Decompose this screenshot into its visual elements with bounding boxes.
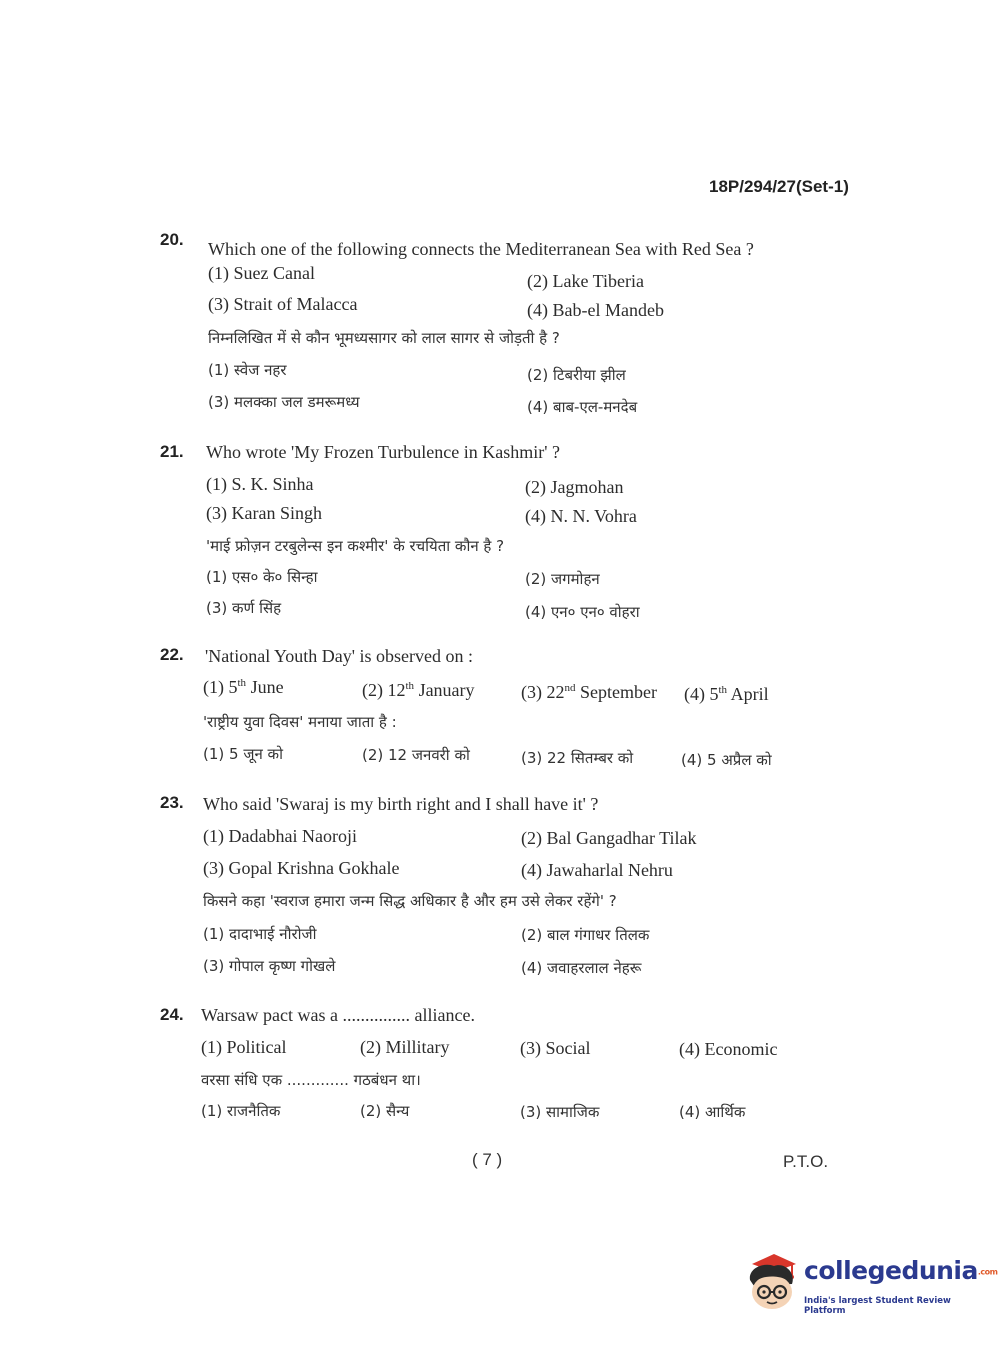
option-1-hi: (1) राजनैतिक bbox=[201, 1102, 281, 1120]
option-3-hi: (3) सामाजिक bbox=[520, 1103, 600, 1121]
option-4-en: (4) Bab-el Mandeb bbox=[527, 300, 664, 320]
option-3-hi: (3) 22 सितम्बर को bbox=[521, 749, 634, 767]
option-4-hi: (4) बाब-एल-मनदेब bbox=[527, 398, 638, 416]
question-number: 23. bbox=[160, 793, 184, 812]
pto-label: P.T.O. bbox=[783, 1152, 829, 1171]
logo-wordmark bbox=[804, 1256, 998, 1285]
option-3-suffix: nd bbox=[564, 682, 576, 694]
option-2-en: (2) Bal Gangadhar Tilak bbox=[521, 828, 697, 848]
question-text-hi: किसने कहा 'स्वराज हमारा जन्म सिद्ध अधिकार है और हम उसे लेकर रहेंगे' ? bbox=[203, 892, 617, 910]
option-1-hi: (1) दादाभाई नौरोजी bbox=[203, 925, 317, 943]
option-3-value: (3) 22 bbox=[521, 682, 565, 702]
question-text-hi: 'माई फ्रोज़न टरबुलेन्स इन कश्मीर' के रचयिता कौन है ? bbox=[206, 537, 505, 555]
option-2-en: (2) Millitary bbox=[360, 1037, 450, 1057]
option-3-en: (3) Karan Singh bbox=[206, 503, 322, 523]
option-2-hi: (2) बाल गंगाधर तिलक bbox=[521, 926, 650, 944]
option-2-hi: (2) सैन्य bbox=[360, 1102, 410, 1120]
option-1-suffix: th bbox=[237, 677, 247, 689]
question-text-en: Who said 'Swaraj is my birth right and I shall have it' ? bbox=[203, 794, 599, 814]
paper-code: 18P/294/27(Set-1) bbox=[709, 177, 849, 196]
option-2-hi: (2) 12 जनवरी को bbox=[362, 746, 470, 764]
option-3-hi: (3) मलक्का जल डमरूमध्य bbox=[208, 393, 360, 411]
option-4-en bbox=[684, 684, 769, 705]
option-4-hi: (4) एन० एन० वोहरा bbox=[525, 603, 640, 621]
page-number: ( 7 ) bbox=[472, 1150, 503, 1169]
option-3-en: (3) Social bbox=[520, 1038, 591, 1058]
question-text-en: Warsaw pact was a ............... alliance. bbox=[201, 1005, 475, 1025]
option-2-hi: (2) जगमोहन bbox=[525, 570, 600, 588]
option-3-en: (3) Gopal Krishna Gokhale bbox=[203, 858, 400, 878]
option-2-value: (2) 12 bbox=[362, 680, 406, 700]
option-1-month: June bbox=[246, 677, 284, 697]
question-number: 22. bbox=[160, 645, 184, 664]
option-4-value: (4) 5 bbox=[684, 684, 719, 704]
question-text-hi: वरसा संधि एक ............. गठबंधन था। bbox=[201, 1071, 421, 1089]
question-text-en: 'National Youth Day' is observed on : bbox=[205, 646, 473, 666]
question-text-hi: निम्नलिखित में से कौन भूमध्यसागर को लाल सागर से जोड़ती है ? bbox=[208, 329, 560, 347]
question-number: 21. bbox=[160, 442, 184, 461]
option-1-en: (1) Suez Canal bbox=[208, 263, 315, 283]
option-3-en: (3) Strait of Malacca bbox=[208, 294, 358, 314]
option-2-hi: (2) टिबरीया झील bbox=[527, 366, 626, 384]
option-4-en: (4) N. N. Vohra bbox=[525, 506, 637, 526]
option-2-suffix: th bbox=[405, 680, 415, 692]
question-text-en: Who wrote 'My Frozen Turbulence in Kashmir' ? bbox=[206, 442, 560, 462]
option-3-hi: (3) कर्ण सिंह bbox=[206, 599, 282, 617]
option-1-en bbox=[203, 677, 284, 698]
logo-name: collegedunia bbox=[804, 1256, 978, 1285]
logo-tagline: India's largest Student Review Platform bbox=[804, 1296, 951, 1316]
option-4-en: (4) Economic bbox=[679, 1039, 778, 1059]
student-mascot-icon bbox=[742, 1250, 800, 1312]
logo-suffix: .com bbox=[977, 1267, 998, 1277]
option-1-en: (1) Political bbox=[201, 1037, 287, 1057]
collegedunia-logo bbox=[742, 1250, 998, 1320]
question-number: 20. bbox=[160, 230, 184, 249]
option-2-en: (2) Jagmohan bbox=[525, 477, 624, 497]
question-number: 24. bbox=[160, 1005, 184, 1024]
option-4-hi: (4) 5 अप्रैल को bbox=[681, 751, 772, 769]
option-2-en: (2) Lake Tiberia bbox=[527, 271, 644, 291]
option-2-month: January bbox=[414, 680, 475, 700]
question-text-en: Which one of the following connects the Mediterranean Sea with Red Sea ? bbox=[208, 239, 754, 259]
option-3-month: September bbox=[575, 682, 657, 702]
option-3-en bbox=[521, 682, 657, 703]
option-4-hi: (4) आर्थिक bbox=[679, 1103, 746, 1121]
option-4-suffix: th bbox=[718, 684, 728, 696]
option-1-hi: (1) स्वेज नहर bbox=[208, 361, 287, 379]
option-1-hi: (1) एस० के० सिन्हा bbox=[206, 568, 318, 586]
option-4-en: (4) Jawaharlal Nehru bbox=[521, 860, 673, 880]
option-3-hi: (3) गोपाल कृष्ण गोखले bbox=[203, 957, 336, 975]
option-4-hi: (4) जवाहरलाल नेहरू bbox=[521, 959, 642, 977]
question-text-hi: 'राष्ट्रीय युवा दिवस' मनाया जाता है : bbox=[203, 713, 397, 731]
option-1-en: (1) Dadabhai Naoroji bbox=[203, 826, 357, 846]
option-1-en: (1) S. K. Sinha bbox=[206, 474, 314, 494]
option-2-en bbox=[362, 680, 475, 701]
option-4-month: April bbox=[727, 684, 769, 704]
option-1-hi: (1) 5 जून को bbox=[203, 745, 283, 763]
option-1-value: (1) 5 bbox=[203, 677, 238, 697]
